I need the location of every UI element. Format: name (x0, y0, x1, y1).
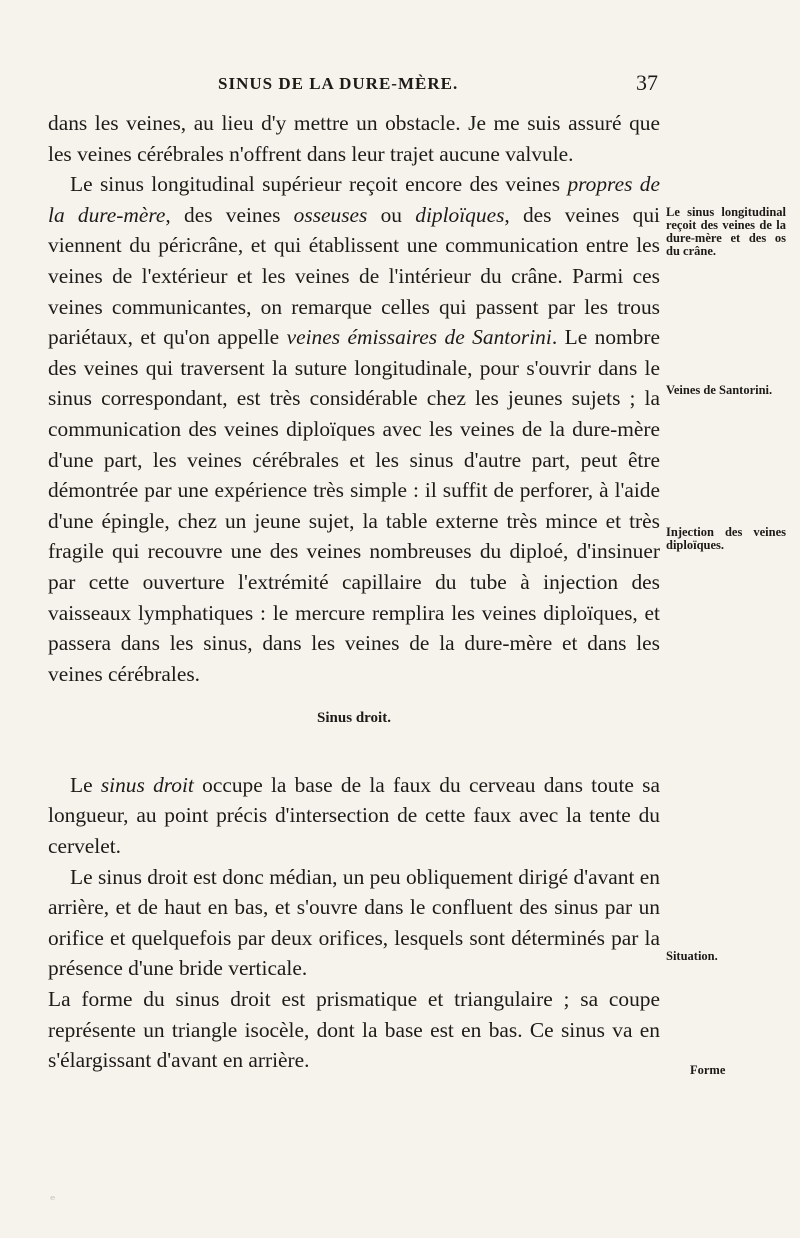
p2-text-c: ou (367, 202, 416, 227)
paragraph-1: dans les veines, au lieu d'y mettre un obstacle. Je me suis assuré que les veines cérébrales n'offrent dans leur trajet aucune valvule. (48, 111, 660, 166)
p3-text-b: occupe la base de la faux du cerveau dans toute sa longueur, au point précis d'intersection de cette faux avec la tente du cervelet. (48, 772, 660, 859)
paragraph-5: La forme du sinus droit est prismatique et triangulaire ; sa coupe représente un triangle isocèle, dont la base est en bas. Ce sinus va en s'élargissant d'avant en arrière. (48, 987, 660, 1073)
page-number: 37 (636, 70, 658, 95)
paragraph-3 (48, 770, 660, 862)
p2-italic-propres: propres de la dure-mère (48, 172, 660, 227)
p2-text-d: , des veines qui viennent du péricrâne, et qui établissent une communication entre les veines de l'extérieur et les veines de l'intérieur du crâne. Parmi ces veines communicantes, on remarque celles qui passent par les trous pariétaux, et qu'on appelle (48, 202, 660, 350)
p3-italic-sinus-droit: sinus droit (100, 772, 194, 797)
main-text (48, 108, 660, 1076)
margin-note-veines-dure-mere: Le sinus longitudinal reçoit des veines de la dure-mère et des os du crâne. (666, 205, 786, 258)
p2-text-b: , des veines (165, 202, 294, 227)
running-title: SINUS DE LA DURE-MÈRE. (218, 74, 459, 93)
margin-note-forme: Forme (690, 1063, 726, 1077)
p2-italic-osseuses: osseuses (293, 202, 368, 227)
p2-text-a: Le sinus longitudinal supérieur reçoit encore des veines (70, 172, 568, 197)
margin-note-situation: Situation. (666, 949, 718, 963)
paragraph-4: Le sinus droit est donc médian, un peu obliquement dirigé d'avant en arrière, et de haut en bas, et s'ouvre dans le confluent des sinus par un orifice et quelquefois par deux orifices, lesquels sont déterminés par la présence d'une bride verticale. (48, 864, 660, 981)
p2-text-e: . Le nombre des veines qui traversent la suture longitudinale, pour s'ouvrir dans le sinus correspondant, est très considérable chez les jeunes sujets ; la communication des veines diploïques avec les veines de la dure-mère d'une part, les veines cérébrales et les sinus d'autre part, peut être démontrée par une expérience très simple : il suffit de perforer, à l'aide d'une épingle, chez un jeune sujet, la table externe très mince et très fragile qui recouvre une des veines nombreuses du diploé, d'insinuer par cette ouverture l'extrémité capillaire du tube à injection des vaisseaux lymphatiques : le mercure remplira les veines diploïques, et passera dans les sinus, dans les veines de la dure-mère et dans les veines cérébrales. (48, 325, 660, 686)
p2-italic-diploiques: diploïques (415, 202, 505, 227)
margin-note-injection: Injection des veines diploïques. (666, 525, 786, 552)
paragraph-2 (48, 169, 660, 689)
section-title: Sinus droit. (317, 710, 391, 727)
ink-mark: ₑ (50, 1188, 56, 1204)
p3-text-a: Le (70, 772, 101, 797)
margin-note-santorini: Veines de Santorini. (666, 383, 773, 397)
page-header (48, 70, 658, 104)
p2-italic-santorini: veines émissaires de Santorini (286, 325, 552, 350)
